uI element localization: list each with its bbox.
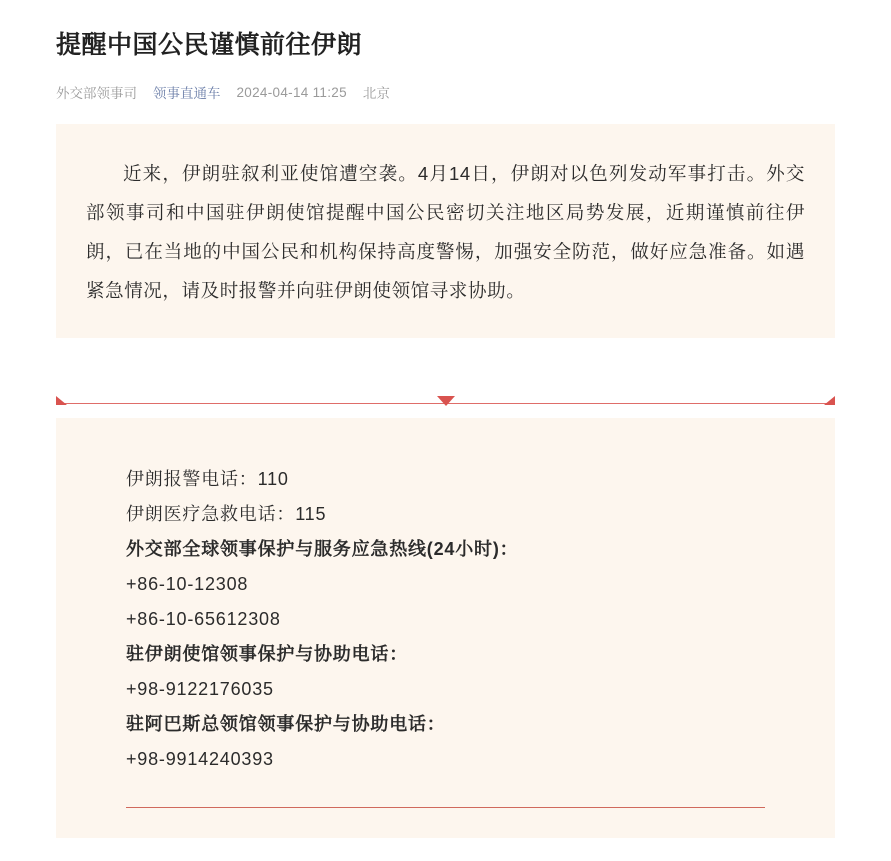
article-content: [0, 124, 891, 838]
contact-box: [56, 418, 835, 838]
contact-line: +86-10-12308: [126, 574, 249, 594]
meta-source: 外交部领事司: [56, 86, 137, 101]
meta-location: 北京: [362, 86, 390, 101]
meta-account-link[interactable]: 领事直通车: [153, 86, 221, 101]
contact-line: 伊朗报警电话：110: [126, 469, 289, 489]
triangle-left-icon: [56, 396, 67, 405]
triangle-center-icon: [437, 396, 455, 406]
contact-line: 驻伊朗使馆领事保护与协助电话：: [126, 644, 408, 664]
page-title: 提醒中国公民谨慎前往伊朗: [56, 31, 363, 59]
contact-line: 外交部全球领事保护与服务应急热线(24小时)：: [126, 539, 519, 559]
notice-box: [56, 124, 835, 338]
section-divider: [56, 390, 835, 418]
contact-line: 驻阿巴斯总领馆领事保护与协助电话：: [126, 714, 446, 734]
notice-paragraph: 近来，伊朗驻叙利亚使馆遭空袭。4月14日，伊朗对以色列发动军事打击。外交部领事司和中国驻伊朗使馆提醒中国公民密切关注地区局势发展，近期谨慎前往伊朗，已在当地的中国公民和机构保持高度警惕，加强安全防范，做好应急准备。如遇紧急情况，请及时报警并向驻伊朗使领馆寻求协助。: [86, 163, 805, 301]
contact-line: 伊朗医疗急救电话：115: [126, 504, 327, 524]
contact-bottom-rule: [126, 807, 765, 808]
contact-line: +98-9914240393: [126, 749, 274, 769]
contact-line: +98-9122176035: [126, 679, 274, 699]
triangle-right-icon: [824, 396, 835, 405]
article-header: [0, 0, 891, 102]
meta-datetime: 2024-04-14 11:25: [236, 84, 347, 100]
contact-line: +86-10-65612308: [126, 609, 281, 629]
article-meta: [56, 82, 835, 102]
